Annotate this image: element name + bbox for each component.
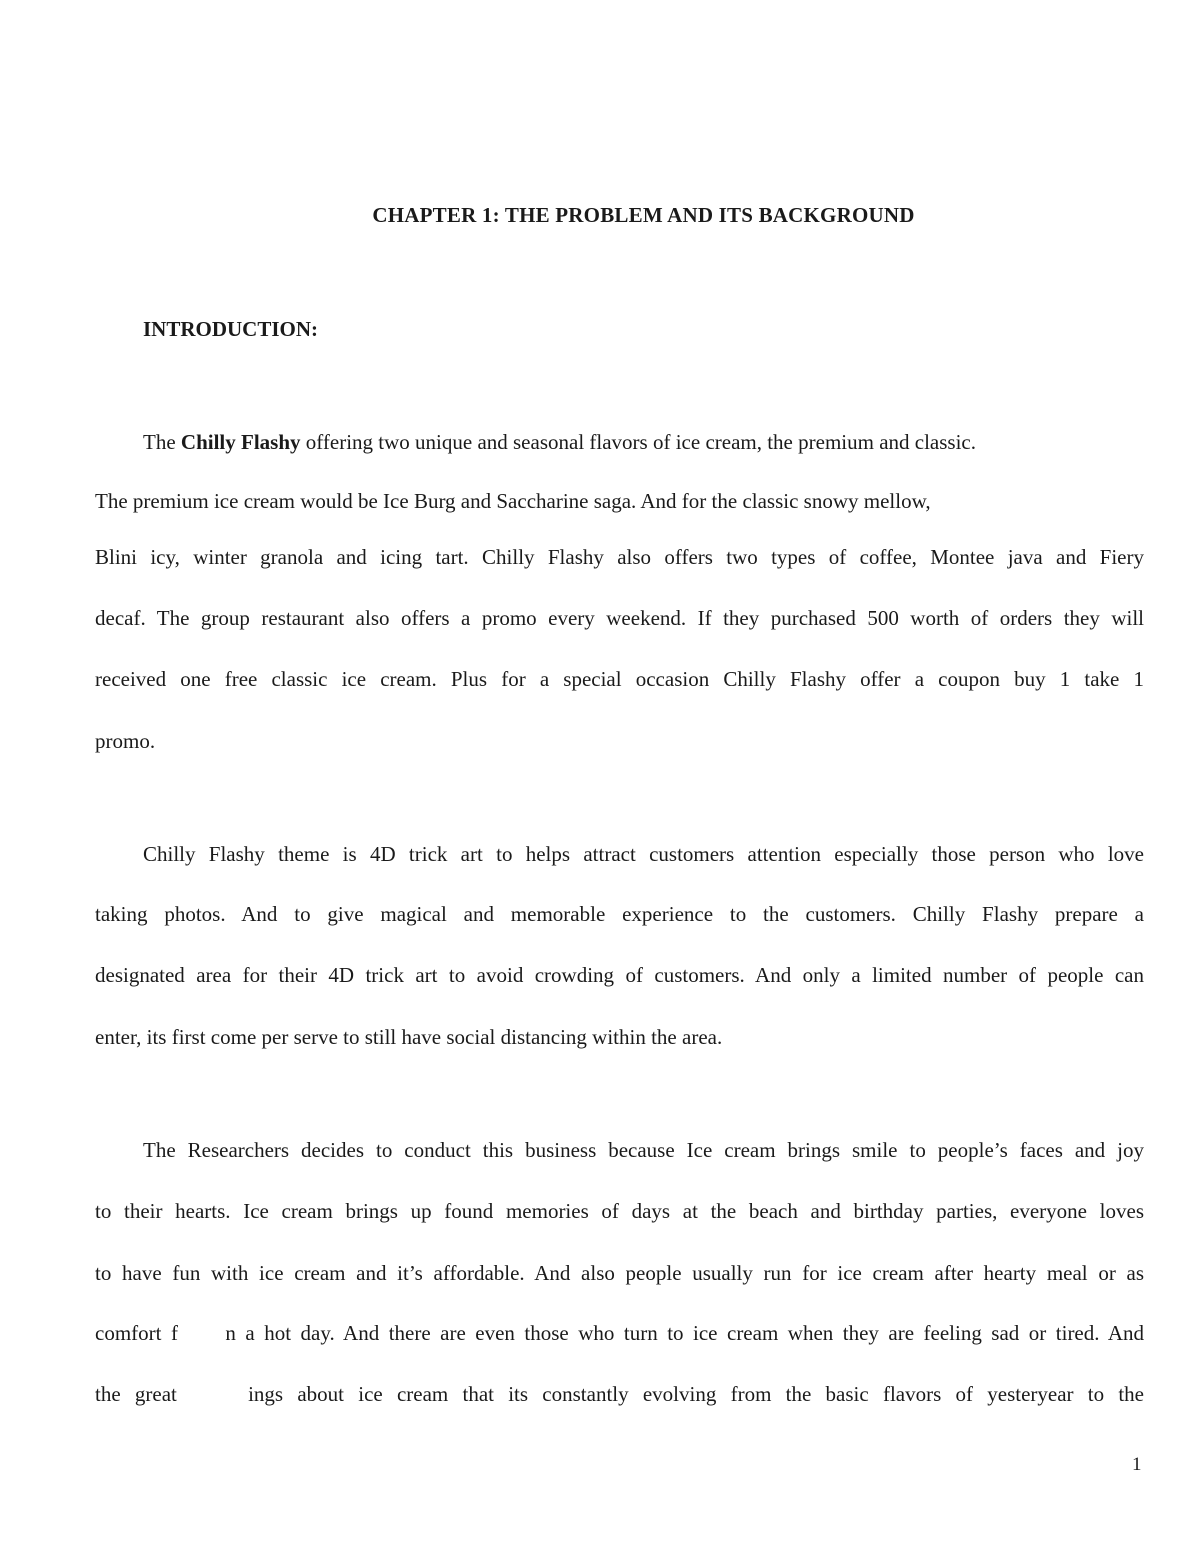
paragraph1-line1-prefix: The xyxy=(143,430,181,454)
business-name-bold: Chilly Flashy xyxy=(180,430,301,454)
paragraph1-line5: received one free classic ice cream. Plus for a special occasion Chilly Flashy offer a coupon buy 1 take 1 xyxy=(95,667,1144,691)
paragraph1-line3: Blini icy, winter granola and icing tart. Chilly Flashy also offers two types of coffee, Montee java and Fiery xyxy=(95,545,1144,569)
paragraph1-line2: The premium ice cream would be Ice Burg and Saccharine saga. And for the classic snowy mellow, xyxy=(95,489,931,513)
page-number: 1 xyxy=(1132,1454,1142,1475)
paragraph3-line5: the great ings about ice cream that its constantly evolving from the basic flavors of yesteryear to the xyxy=(95,1382,1144,1406)
section-heading: INTRODUCTION: xyxy=(143,317,319,341)
paragraph1-line4: decaf. The group restaurant also offers a promo every weekend. If they purchased 500 worth of orders they will xyxy=(95,606,1144,630)
paragraph1-line6: promo. xyxy=(95,729,156,753)
paragraph2-line4: enter, its first come per serve to still have social distancing within the area. xyxy=(95,1025,723,1049)
paragraph1-line1 xyxy=(143,428,1144,456)
paragraph2-line1: Chilly Flashy theme is 4D trick art to helps attract customers attention especially those person who love xyxy=(143,842,1144,866)
paragraph3-line3: to have fun with ice cream and it’s affordable. And also people usually run for ice cream after hearty meal or as xyxy=(95,1261,1144,1285)
paragraph3-line2: to their hearts. Ice cream brings up found memories of days at the beach and birthday parties, everyone loves xyxy=(95,1199,1144,1223)
paragraph2-line3: designated area for their 4D trick art to avoid crowding of customers. And only a limited number of people can xyxy=(95,963,1144,987)
paragraph2-line2: taking photos. And to give magical and memorable experience to the customers. Chilly Flashy prepare a xyxy=(95,902,1144,926)
paragraph3-line4: comfort f n a hot day. And there are even those who turn to ice cream when they are feeling sad or tired. And xyxy=(95,1321,1144,1345)
paragraph3-line1: The Researchers decides to conduct this business because Ice cream brings smile to people’s faces and joy xyxy=(143,1138,1144,1162)
chapter-title: CHAPTER 1: THE PROBLEM AND ITS BACKGROUND xyxy=(372,203,915,227)
paragraph1-line1-suffix: offering two unique and seasonal flavors of ice cream, the premium and classic. xyxy=(300,430,976,454)
